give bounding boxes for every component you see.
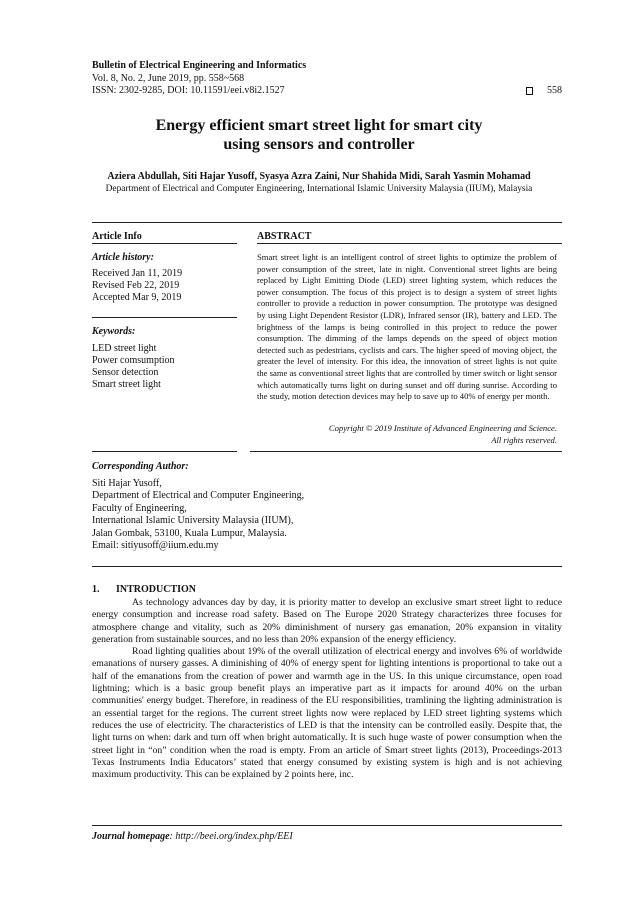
history-revised: Revised Feb 22, 2019 [92,280,180,291]
journal-homepage: Journal homepage: http://beei.org/index.php/EEI [92,831,293,842]
corr-line: Jalan Gombak, 53100, Kuala Lumpur, Malaysia. [92,527,287,539]
corr-line: Siti Hajar Yusoff, [92,478,162,489]
running-header [92,60,562,98]
history-received: Received Jan 11, 2019 [92,268,183,279]
body-paragraph: As technology advances day by day, it is priority matter to develop an exclusive smart street light to reduce energy consumption and increase road safety. Based on The Europe 2020 Strategy characterizes three focuses for atmosphere change and vitality, such as 20% diminishment of nursery gas emanation, 20% expansion in vitality generation from sustainable sources, and no less than 20% expansion of the energy efficiency. [92,597,562,645]
corr-email: Email: sitiyusoff@iium.edu.my [92,540,219,552]
corr-line: International Islamic University Malaysia (IIUM), [92,515,294,527]
keyword-item: Smart street light [92,379,161,390]
article-history [92,252,237,304]
page-number: 558 [547,85,562,96]
keywords-divider [92,317,237,318]
history-label: Article history: [92,252,154,263]
issn-doi: ISSN: 2302-9285, DOI: 10.11591/eei.v8i2.1527 [92,85,285,96]
body-paragraph: Road lighting qualities about 19% of the overall utilization of electrical energy and involves 6% of worldwide emanations of nursery gasses. A diminishing of 40% of energy spent for lighting intentions is proportional to take out a half of the emanations from the creation of power and warmth age in the US. In this unique circumstance, open road lightning; which is a basic group benefit plays an imperative part as it impacts for around 40% on the urban communities' energy budget. Therefore, in readiness of the EU responsibilities, tramlining the lighting administration is an essential target for the regions. The current street lights now were replaced by LED street lighting systems which reduces the use of electricity. The characteristics of LED is that the intensity can be controlled easily. Despite that, the light turns on when: dark and turn off when bright automatically. It is such huge waste of power consumption when the street light in “on” condition when the road is empty. From an article of Smart street lights (2013), Proceedings-2013 Texas Instruments India Educators’ stated that energy consumed by existing system is high and is not achieving maximum productivity. This can be explained by 2 points here, inc. [92,646,562,781]
keyword-item: Sensor detection [92,367,159,378]
title-line-1: Energy efficient smart street light for smart city [155,117,483,134]
copyright-line-2: All rights reserved. [491,434,557,445]
author-list: Aziera Abdullah, Siti Hajar Yusoff, Syasya Azra Zaini, Nur Shahida Midi, Sarah Yasmin Mohamad [107,171,531,182]
article-info-underline [92,243,237,244]
section-divider [92,566,562,567]
introduction-body [92,597,562,781]
keyword-item: LED street light [92,343,157,354]
corresponding-author-details [92,478,392,552]
section-number: 1. [92,584,100,595]
abstract-underline [257,243,562,244]
section-title: INTRODUCTION [116,584,197,595]
corr-line: Department of Electrical and Computer Engineering, [92,490,305,502]
journal-name: Bulletin of Electrical Engineering and Informatics [92,60,307,71]
article-info-heading: Article Info [92,231,142,242]
keywords-label: Keywords: [92,326,136,337]
copyright-line-1: Copyright © 2019 Institute of Advanced Engineering and Science. [328,423,557,433]
corresponding-divider-left [92,451,237,452]
affiliation: Department of Electrical and Computer Engineering, International Islamic University Malaysia (IIUM), Malaysia [105,184,533,194]
homepage-label: Journal homepage [92,831,170,842]
corresponding-divider-right [250,451,562,452]
keywords-block [92,326,237,391]
corresponding-author-label: Corresponding Author: [92,461,189,472]
history-accepted: Accepted Mar 9, 2019 [92,292,182,303]
copyright-notice [257,423,557,446]
top-divider [92,222,562,223]
abstract-heading: ABSTRACT [257,231,312,242]
corr-line: Faculty of Engineering, [92,502,187,514]
introduction-heading [92,584,196,595]
title-line-2: using sensors and controller [223,136,415,153]
keyword-item: Power comsumption [92,355,175,366]
paper-title [60,116,578,154]
square-box-icon [526,87,533,95]
volume-info: Vol. 8, No. 2, June 2019, pp. 558~568 [92,72,245,84]
homepage-url[interactable]: http://beei.org/index.php/EEI [175,831,293,842]
page-marker [526,85,562,98]
issn-row [92,85,562,98]
abstract-text: Smart street light is an intelligent control of street lights to optimize the problem of power consumption of the street, late in night. Conventional street lights are being replaced by Light Emitting Diode (LED) street lighting system, which reduces the power consumption. The focus of this project is to design a system of street lights controller to provide a reduction in power consumption. The prototype was designed by using Light Dependent Resistor (LDR), Infrared sensor (IR), battery and LED. The brightness of the lamps is being controlled in this project to reduce the power consumption. The dimming of the lamps depends on the speed of object motion detected such as pedestrians, cyclists and cars. The higher speed of moving object, the greater the level of intensity. For this idea, the innovation of street lights is not quite the same as conventional street lights that are controlled by timer switch or light sensor which automatically turns light on during sunset and off during sunrise. According to the study, motion detection devices may help to save up to 40% of energy per month. [257,252,557,402]
footer-divider [92,825,562,826]
